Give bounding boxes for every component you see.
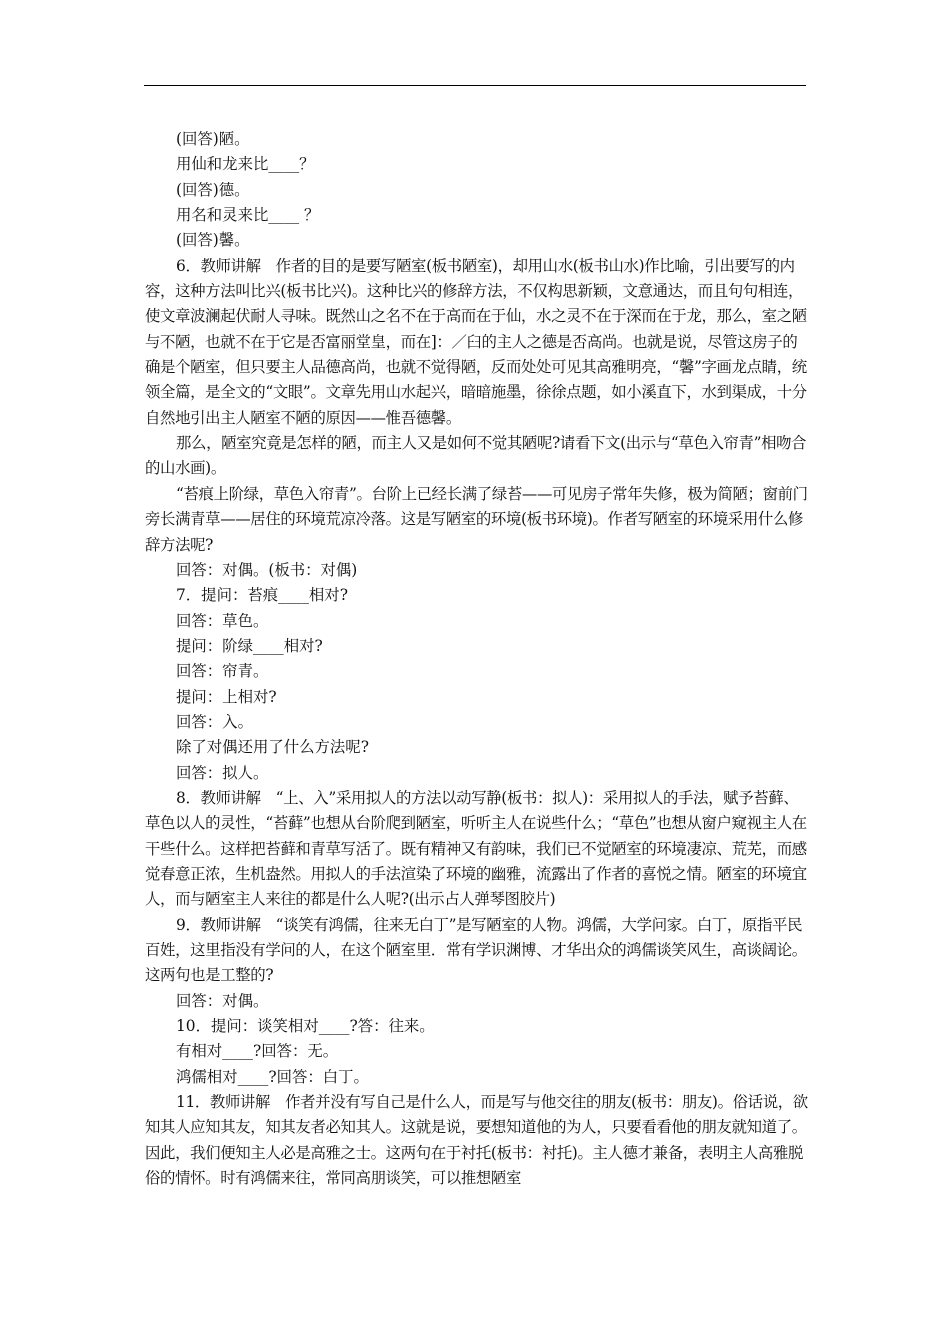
answer-line: 回答：对偶。 xyxy=(176,991,269,1010)
answer-line: 回答：拟人。 xyxy=(176,763,269,782)
answer-line: (回答)陋。 xyxy=(176,130,250,148)
answer-line: 回答：入。 xyxy=(176,712,253,731)
question-line: 10．提问：谈笑相对____?答：往来。 xyxy=(176,1017,435,1036)
answer-line: 回答：帘青。 xyxy=(176,662,269,681)
answer-line: (回答)馨。 xyxy=(176,231,250,250)
document-body xyxy=(145,127,810,1191)
paragraph-teacher-explanation-6: 6．教师讲解 作者的目的是要写陋室(板书陋室)，却用山水(板书山水)作比喻，引出要写的内容，这种方法叫比兴(板书比兴)。这种比兴的修辞方法，不仅构思新颖，文意通达，而且句句相连，使文章波澜起伏耐人寻味。既然山之名不在于高而在于仙，水之灵不在于深而在于龙，那么，室之陋与不陋，也就不在于它是否富丽堂皇，而在]：／臼的主人之德是否高尚。也就是说，尽管这房子的确是个陋室，但只要主人品德高尚，也就不觉得陋，反而处处可见其高雅明亮，“馨”字画龙点睛，统领全篇，是全文的“文眼”。文章先用山水起兴，暗暗施墨，徐徐点题，如小溪直下，水到渠成，十分自然地引出主人陋室不陋的原因——惟吾德馨。 xyxy=(145,256,807,427)
header-rule xyxy=(144,85,806,86)
paragraph-transition: 那么，陋室究竟是怎样的陋，而主人又是如何不觉其陋呢?请看下文(出示与“草色入帘青”相吻合的山水画)。 xyxy=(145,434,807,478)
question-line: 用仙和龙来比____？ xyxy=(176,155,315,174)
paragraph-teacher-explanation-8: 8．教师讲解 “上、入”采用拟人的方法以动写静(板书：拟人)：采用拟人的手法，赋予苔藓、草色以人的灵性，“苔藓”也想从台阶爬到陋室，听听主人在说些什么；“草色”也想从窗户窥视主人在干些什么。这样把苔藓和青草写活了。既有精神又有韵味，我们已不觉陋室的环境凄凉、荒芜，而感觉春意正浓，生机盎然。用拟人的手法渲染了环境的幽雅，流露出了作者的喜悦之情。陋室的环境宜人，而与陋室主人来往的都是什么人呢?(出示占人弹琴图胶片) xyxy=(145,788,807,909)
question-line: 提问：阶绿____相对? xyxy=(176,636,323,655)
question-line: 用名和灵来比____ ？ xyxy=(176,206,320,225)
paragraph-environment: “苔痕上阶绿，草色入帘青”。台阶上已经长满了绿苔——可见房子常年失修，极为简陋；窗前门旁长满青草——居住的环境荒凉冷落。这是写陋室的环境(板书环境)。作者写陋室的环境采用什么修辞方法呢? xyxy=(145,484,808,554)
answer-line: 回答：草色。 xyxy=(176,611,269,630)
paragraph-teacher-explanation-9: 9．教师讲解 “谈笑有鸿儒，往来无白丁”是写陋室的人物。鸿儒，大学问家。白丁，原指平民百姓，这里指没有学问的人，在这个陋室里．常有学识渊博、才华出众的鸿儒谈笑风生，高谈阔论。这两句也是工整的? xyxy=(145,915,807,985)
question-line: 有相对____?回答：无。 xyxy=(176,1042,339,1061)
answer-line: 回答：对偶。(板书：对偶) xyxy=(176,560,358,579)
question-line: 鸿儒相对____?回答：白丁。 xyxy=(176,1067,369,1086)
question-line: 7．提问：苔痕____相对? xyxy=(176,586,348,605)
question-line: 除了对偶还用了什么方法呢? xyxy=(176,738,369,757)
question-line: 提问：上相对? xyxy=(176,687,277,706)
paragraph-teacher-explanation-11: 11．教师讲解 作者并没有写自己是什么人，而是写与他交往的朋友(板书：朋友)。俗话说，欲知其人应知其友，知其友者必知其人。这就是说，要想知道他的为人，只要看看他的朋友就知道了。因此，我们便知主人必是高雅之士。这两句在于衬托(板书：衬托)。主人德才兼备，表明主人高雅脱俗的情怀。时有鸿儒来往，常同高朋谈笑，可以推想陋室 xyxy=(145,1093,808,1188)
answer-line: (回答)德。 xyxy=(176,180,250,199)
